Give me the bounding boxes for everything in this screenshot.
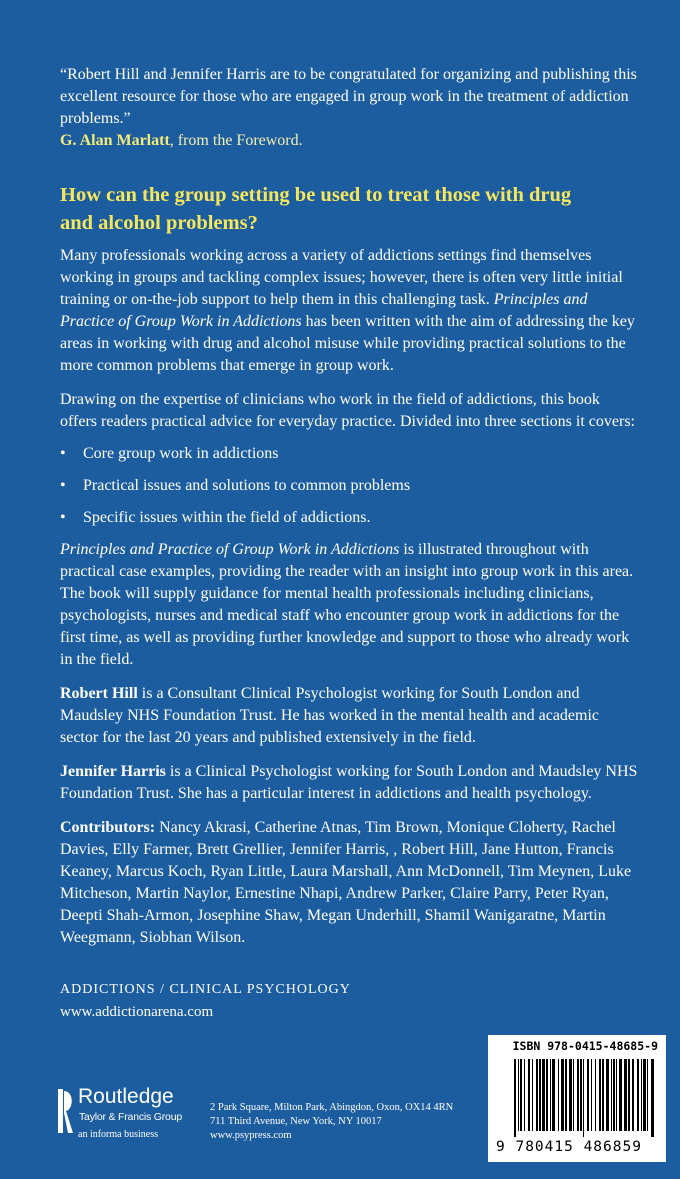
address-line: 711 Third Avenue, New York, NY 10017 (210, 1116, 382, 1127)
barcode-bar (613, 1059, 615, 1131)
barcode-bar (624, 1059, 627, 1131)
description-paragraph-1 (60, 245, 640, 377)
contributors (60, 817, 640, 949)
address-line: 2 Park Square, Milton Park, Abingdon, Oxon, OX14 4RN (210, 1102, 454, 1113)
list-item (60, 475, 640, 497)
barcode-bar (518, 1059, 519, 1131)
routledge-logo (58, 1085, 198, 1149)
bullet-icon: • (60, 445, 66, 462)
author-bio-2 (60, 761, 640, 805)
ean-number: 9 780415 486859 (496, 1139, 642, 1155)
author-bio-1 (60, 683, 640, 749)
barcode-bar (565, 1059, 567, 1131)
publisher-website[interactable]: www.psypress.com (210, 1130, 292, 1141)
quote-source: , from the Foreword. (169, 132, 303, 149)
list-item-text: Practical issues and solutions to common problems (83, 477, 411, 494)
bullet-icon: • (60, 477, 66, 494)
barcode-bar (539, 1059, 541, 1131)
description-paragraph-3 (60, 539, 640, 671)
isbn-barcode (488, 1035, 666, 1162)
barcode-bar (552, 1059, 555, 1131)
barcode-bar (542, 1059, 545, 1131)
website-link[interactable]: www.addictionarena.com (60, 1004, 214, 1020)
barcode-bars (514, 1059, 658, 1137)
barcode-bar (637, 1059, 639, 1131)
barcode-bar (628, 1059, 630, 1131)
text: has been written with the aim of addressing the key areas in working with drug and alcohol misuse while providing practical solutions to the more common problems that emerge in group work. (60, 313, 635, 374)
barcode-bar (651, 1059, 654, 1137)
publisher-address (210, 1101, 453, 1143)
barcode-bar (616, 1059, 617, 1131)
author-name: Robert Hill (60, 685, 138, 702)
text: is illustrated throughout with practical case examples, providing the reader with an insight into group work in this area. The book will supply guidance for mental health professionals including clinicians, psychologists, nurses and medical staff who encounter group work in addictions for the first time, as well as providing further knowledge and support to those who already work in the field. (60, 541, 634, 668)
barcode-bar (611, 1059, 612, 1131)
barcode-bar (606, 1059, 609, 1131)
barcode-bar (583, 1059, 584, 1137)
publisher-group: Taylor & Francis Group (79, 1111, 182, 1123)
sections-list (60, 443, 640, 529)
contributors-list: Nancy Akrasi, Catherine Atnas, Tim Brown, Monique Cloherty, Rachel Davies, Elly Farmer, Brett Grellier, Jennifer Harris, , Robert Hill, Jane Hutton, Francis Keaney, Marcus Koch, Ryan Little, Laura Marshall, Ann McDonnell, Tim Meynen, Luke Mitcheson, Martin Naylor, Ernestine Nhapi, Andrew Parker, Claire Parry, Peter Ryan, Deepti Shah-Armon, Josephine Shaw, Megan Underhill, Shamil Wanigaratne, Martin Weegmann, Siobhan Wilson. (60, 819, 632, 946)
list-item (60, 443, 640, 465)
barcode-bar (558, 1059, 559, 1131)
barcode-bar (528, 1059, 530, 1131)
barcode-bar (524, 1059, 525, 1131)
barcode-bar (577, 1059, 579, 1131)
barcode-bar (602, 1059, 604, 1131)
barcode-bar (573, 1059, 574, 1131)
barcode-bar (546, 1059, 548, 1131)
headline: How can the group setting be used to treat those with drug and alcohol problems? (60, 184, 572, 234)
footer (60, 1029, 666, 1169)
author-name: Jennifer Harris (60, 763, 166, 780)
contributors-label: Contributors: (60, 819, 156, 836)
description-paragraph-2: Drawing on the expertise of clinicians who work in the field of addictions, this book offers readers practical advice for everyday practice. Divided into three sections it covers: (60, 391, 635, 430)
barcode-bar (536, 1059, 538, 1131)
barcode-bar (643, 1059, 646, 1131)
barcode-bar (599, 1059, 601, 1131)
barcode-bar (520, 1059, 522, 1131)
barcode-bar (641, 1059, 642, 1131)
barcode-bar (619, 1059, 622, 1131)
bio-text: is a Consultant Clinical Psychologist working for South London and Maudsley NHS Foundation Trust. He has worked in the mental health and academic sector for the last 20 years and published extensively in the field. (60, 685, 600, 746)
barcode-bar (591, 1059, 592, 1131)
isbn-text: ISBN 978-0415-48685-9 (512, 1039, 658, 1053)
quote-text: “Robert Hill and Jennifer Harris are to be congratulated for organizing and publishing this excellent resource for those who are engaged in group work in the treatment of addiction problems.” (60, 66, 637, 127)
barcode-bar (561, 1059, 564, 1131)
barcode-bar (595, 1059, 596, 1131)
publisher-tagline: an informa business (78, 1129, 158, 1140)
barcode-bar (532, 1059, 533, 1131)
endorsement-quote (60, 64, 640, 130)
barcode-bar (632, 1059, 634, 1131)
book-title: Principles and Practice of Group Work in Addictions (60, 541, 400, 558)
quote-attribution (60, 130, 640, 152)
barcode-bar (587, 1059, 589, 1131)
barcode-bar (569, 1059, 572, 1131)
barcode-bar (550, 1059, 551, 1131)
list-item (60, 507, 640, 529)
list-item-text: Specific issues within the field of addictions. (83, 509, 371, 526)
book-title: Principles and Practice of Group Work in Addictions (60, 291, 588, 330)
bullet-icon: • (60, 509, 66, 526)
routledge-r-icon (58, 1089, 74, 1133)
barcode-bar (580, 1059, 582, 1131)
text: Many professionals working across a variety of addictions settings find themselves working in groups and tackling complex issues; however, there is often very little initial training or on-the-job support to help them in this challenging task. (60, 247, 623, 308)
bio-text: is a Clinical Psychologist working for South London and Maudsley NHS Foundation Trust. She has a particular interest in addictions and health psychology. (60, 763, 638, 802)
list-item-text: Core group work in addictions (83, 445, 279, 462)
barcode-bar (647, 1059, 648, 1131)
publisher-name: Routledge (78, 1085, 174, 1108)
barcode-bar (514, 1059, 516, 1137)
subject-category: ADDICTIONS / CLINICAL PSYCHOLOGY (60, 982, 351, 997)
quote-author: G. Alan Marlatt (60, 132, 170, 149)
